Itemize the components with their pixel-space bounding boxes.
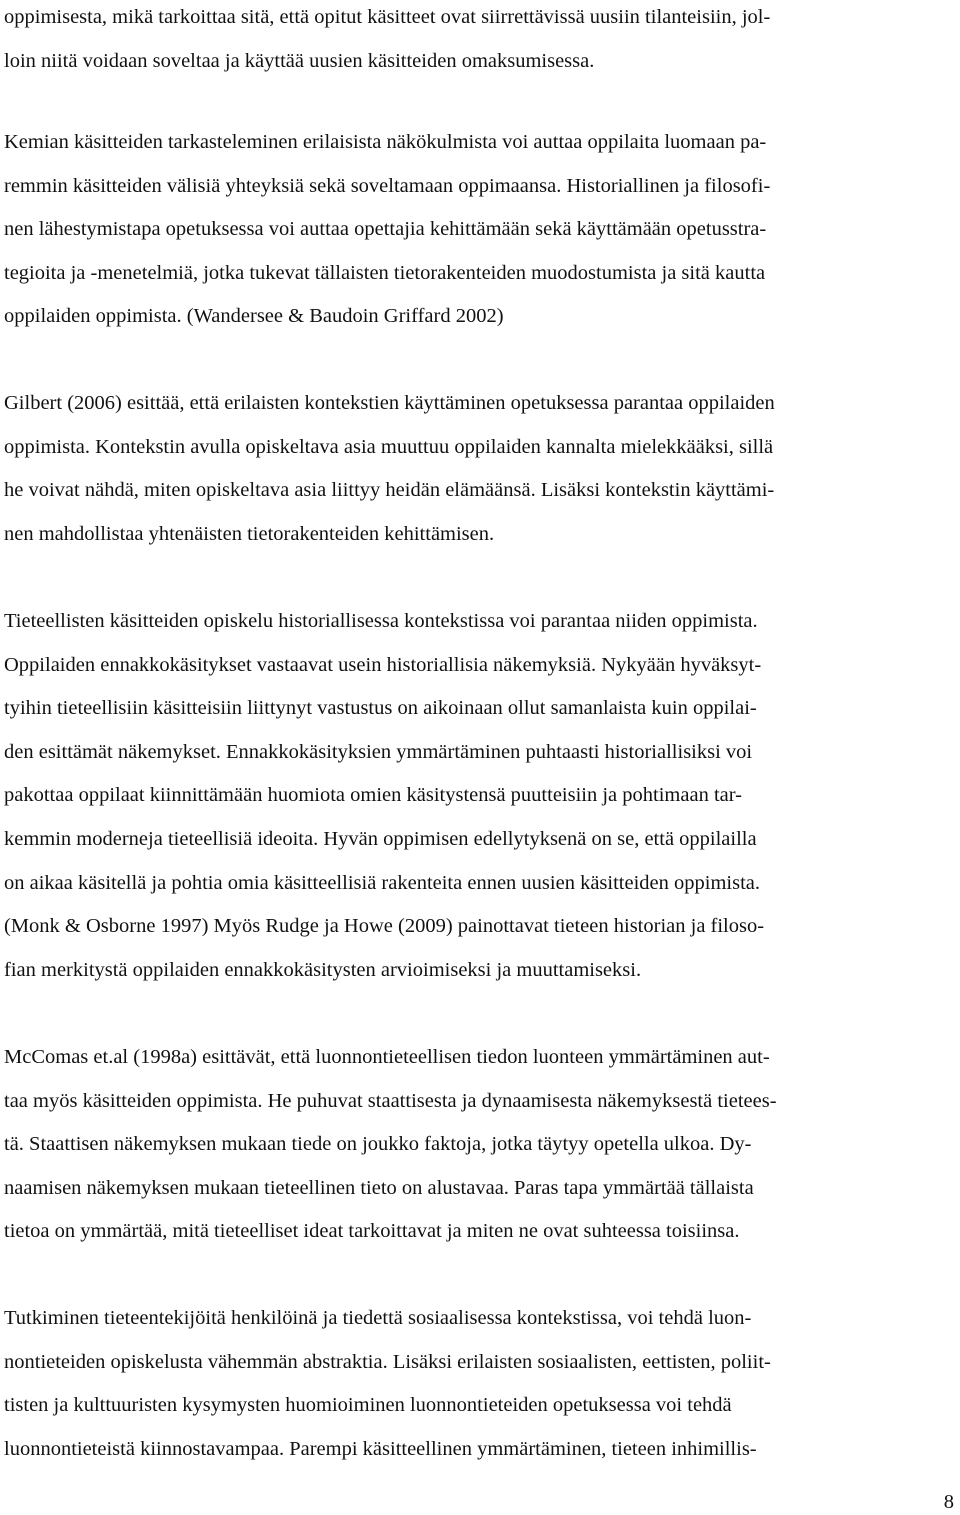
paragraph-gilbert-contexts bbox=[4, 382, 956, 556]
text-line: tegioita ja -menetelmiä, jotka tukevat tällaisten tietorakenteiden muodostumista ja sitä kautta bbox=[4, 261, 766, 284]
text-line: McComas et.al (1998a) esittävät, että luonnontieteellisen tiedon luonteen ymmärtäminen aut- bbox=[4, 1046, 770, 1068]
text-line: pakottaa oppilaat kiinnittämään huomiota omien käsitystensä puutteisiin ja pohtimaan tar- bbox=[4, 784, 742, 807]
paragraph-chemistry-perspectives bbox=[4, 121, 956, 339]
text-line: nontieteiden opiskelusta vähemmän abstraktia. Lisäksi erilaisten sosiaalisten, eettisten, poliit- bbox=[4, 1350, 771, 1373]
text-line: Gilbert (2006) esittää, että erilaisten kontekstien käyttäminen opetuksessa parantaa oppilaiden bbox=[4, 392, 775, 414]
text-line: tietoa on ymmärtää, mitä tieteelliset ideat tarkoittavat ja miten ne ovat suhteessa toisiinsa. bbox=[4, 1220, 740, 1243]
paragraph-social-context bbox=[4, 1297, 956, 1471]
paragraph-historical-context bbox=[4, 600, 956, 992]
text-line: oppimisesta, mikä tarkoittaa sitä, että opitut käsitteet ovat siirrettävissä uusiin tilanteisiin, jol- bbox=[4, 6, 771, 28]
text-line: he voivat nähdä, miten opiskeltava asia liittyy heidän elämäänsä. Lisäksi kontekstin käyttämi- bbox=[4, 479, 775, 502]
paragraph-mccomas-nature-of-science bbox=[4, 1036, 956, 1254]
text-line: Tutkiminen tieteentekijöitä henkilöinä ja tiedettä sosiaalisessa kontekstissa, voi tehdä luon- bbox=[4, 1307, 752, 1329]
text-line: kemmin moderneja tieteellisiä ideoita. Hyvän oppimisen edellytyksenä on se, että oppilailla bbox=[4, 827, 757, 850]
text-line: fian merkitystä oppilaiden ennakkokäsitysten arvioimiseksi ja muuttamiseksi. bbox=[4, 958, 642, 981]
text-line: Kemian käsitteiden tarkasteleminen erilaisista näkökulmista voi auttaa oppilaita luomaan pa- bbox=[4, 131, 767, 153]
page-number: 8 bbox=[943, 1491, 954, 1513]
text-line: nen lähestymistapa opetuksessa voi auttaa opettajia kehittämään sekä käyttämään opetusstra- bbox=[4, 218, 767, 241]
text-line: tyihin tieteellisiin käsitteisiin liittynyt vastustus on aikoinaan ollut samanlaista kuin oppilai- bbox=[4, 697, 757, 720]
text-line: nen mahdollistaa yhtenäisten tietorakenteiden kehittämisen. bbox=[4, 522, 495, 545]
text-line: naamisen näkemyksen mukaan tieteellinen tieto on alustavaa. Paras tapa ymmärtää tällaista bbox=[4, 1176, 754, 1199]
text-line: Tieteellisten käsitteiden opiskelu historiallisessa kontekstissa voi parantaa niiden oppimista. bbox=[4, 610, 758, 632]
text-line: loin niitä voidaan soveltaa ja käyttää uusien käsitteiden omaksumisessa. bbox=[4, 49, 595, 72]
text-line: oppimista. Kontekstin avulla opiskeltava asia muuttuu oppilaiden kannalta mielekkääksi, sillä bbox=[4, 435, 774, 458]
text-line: oppilaiden oppimista. (Wandersee & Baudoin Griffard 2002) bbox=[4, 305, 504, 328]
text-line: luonnontieteistä kiinnostavampaa. Parempi käsitteellinen ymmärtäminen, tieteen inhimillis- bbox=[4, 1437, 757, 1460]
text-line: den esittämät näkemykset. Ennakkokäsityksien ymmärtäminen puhtaasti historiallisiksi voi bbox=[4, 740, 753, 763]
text-line: tisten ja kulttuuristen kysymysten huomioiminen luonnontieteiden opetuksessa voi tehdä bbox=[4, 1394, 732, 1417]
paragraph-intro-continuation bbox=[4, 0, 956, 83]
text-line: (Monk & Osborne 1997) Myös Rudge ja Howe (2009) painottavat tieteen historian ja filoso- bbox=[4, 915, 765, 938]
text-line: remmin käsitteiden välisiä yhteyksiä sekä soveltamaan oppimaansa. Historiallinen ja filosofi- bbox=[4, 174, 771, 197]
text-line: on aikaa käsitellä ja pohtia omia käsitteellisiä rakenteita ennen uusien käsitteiden oppimista. bbox=[4, 871, 760, 894]
text-line: Oppilaiden ennakkokäsitykset vastaavat usein historiallisia näkemyksiä. Nykyään hyväksyt- bbox=[4, 653, 762, 676]
text-line: tä. Staattisen näkemyksen mukaan tiede on joukko faktoja, jotka täytyy opetella ulkoa. Dy- bbox=[4, 1133, 752, 1156]
text-line: taa myös käsitteiden oppimista. He puhuvat staattisesta ja dynaamisesta näkemyksestä tietees- bbox=[4, 1089, 777, 1112]
